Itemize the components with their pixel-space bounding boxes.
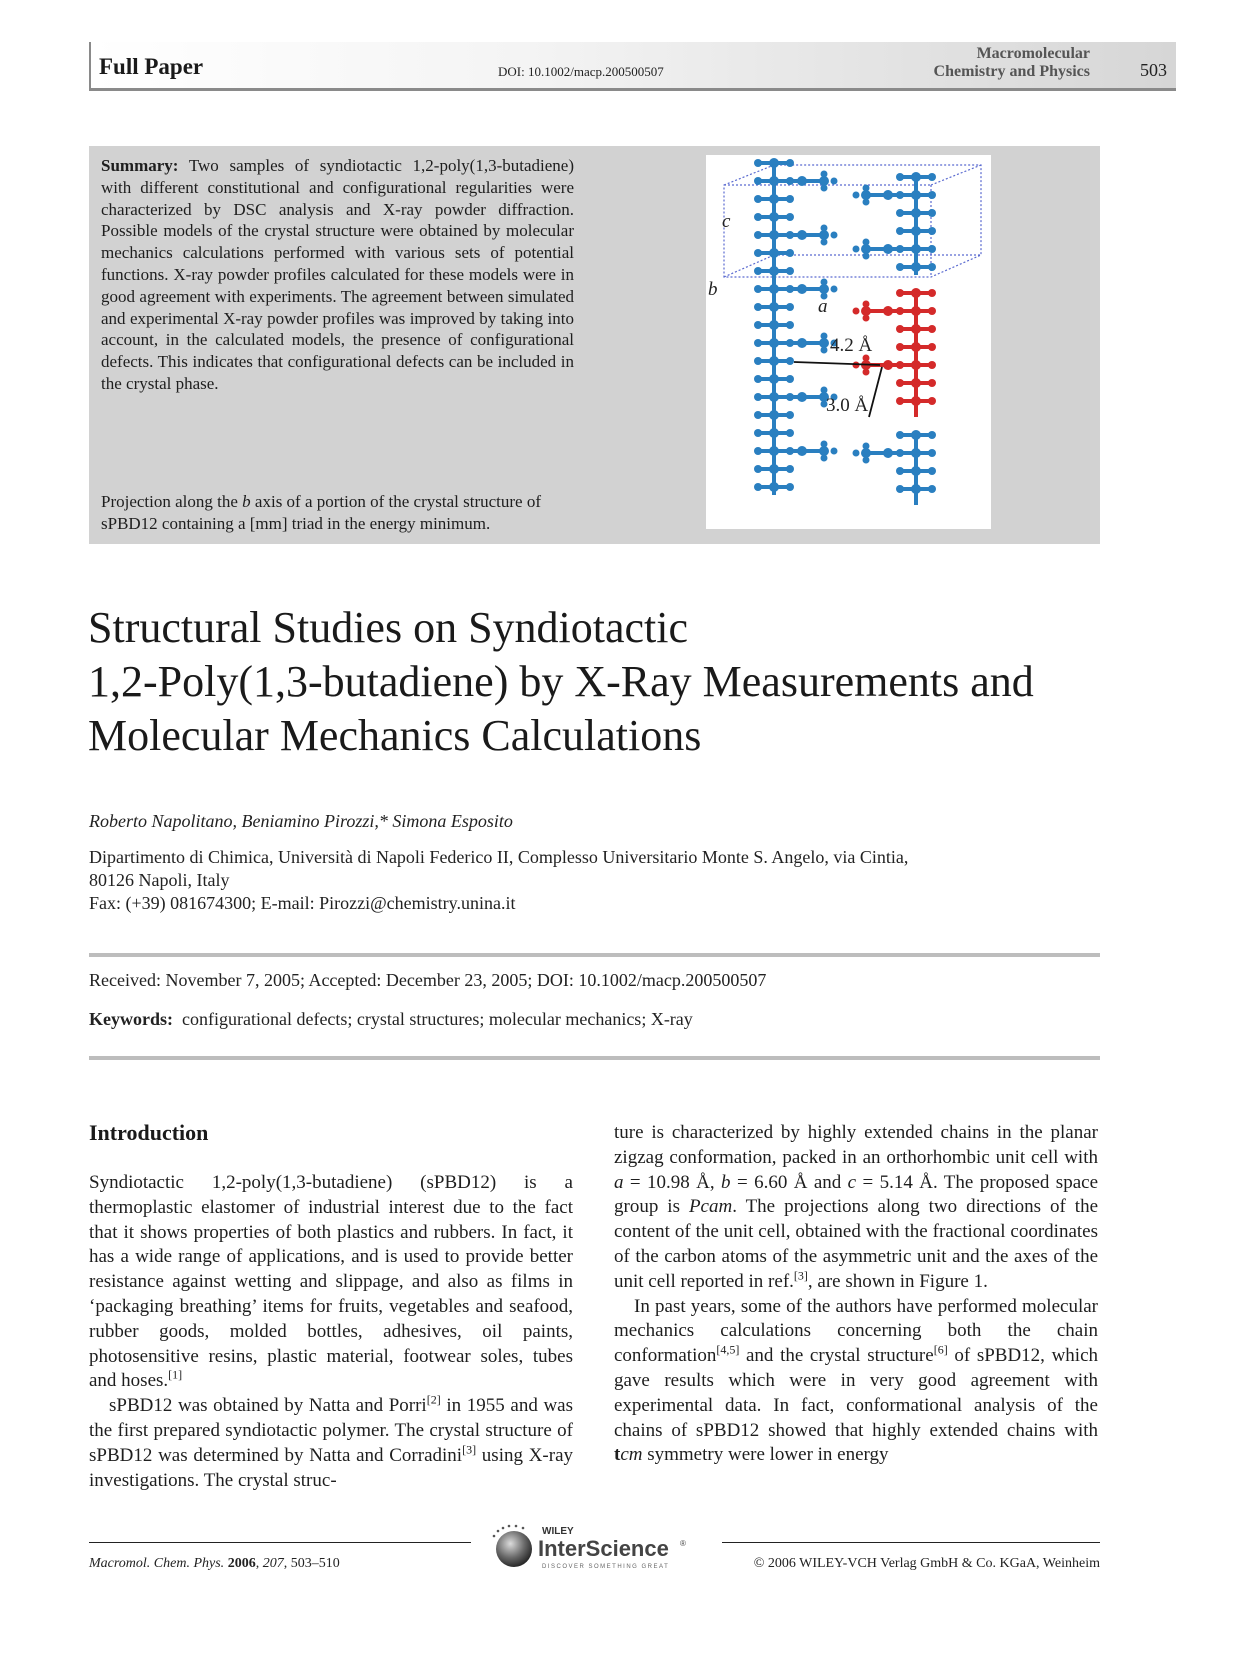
atom <box>911 208 921 218</box>
atom <box>911 262 921 272</box>
atom <box>863 199 870 206</box>
text-run: and the crystal structure <box>739 1345 934 1367</box>
atom <box>831 232 838 239</box>
space-group: Pcam <box>688 1196 733 1218</box>
atom <box>786 465 794 473</box>
citation-volume: 207 <box>262 1556 284 1571</box>
atom <box>896 227 904 235</box>
atom <box>821 333 828 340</box>
atom <box>821 387 828 394</box>
atom <box>911 342 921 352</box>
paragraph <box>614 1295 1098 1469</box>
atom <box>911 396 921 406</box>
atom <box>754 483 762 491</box>
paragraph <box>89 1171 573 1394</box>
atom <box>754 447 762 455</box>
text-run: = 10.98 Å, <box>623 1171 722 1193</box>
atom <box>863 301 870 308</box>
atom <box>786 375 794 383</box>
keywords <box>89 1009 693 1030</box>
atom <box>754 285 762 293</box>
atom <box>754 339 762 347</box>
atom <box>911 226 921 236</box>
atom <box>786 249 794 257</box>
journal-name-line2: Chemistry and Physics <box>933 63 1090 80</box>
atom <box>928 325 936 333</box>
summary-text <box>101 155 574 395</box>
atom <box>911 430 921 440</box>
atom <box>769 428 779 438</box>
atom <box>769 374 779 384</box>
footer-citation: Macromol. Chem. Phys. 2006, 207, 503–510 <box>89 1556 340 1571</box>
affiliation-line2: 80126 Napoli, Italy <box>89 870 230 890</box>
summary-body: Two samples of syndiotactic 1,2-poly(1,3-butadiene) with different constitutional and configurational regularities were characterized by DSC analysis and X-ray powder diffraction. Possible models of the crystal structure were obtained by molecular mechanics calculations performed with various sets of potential functions. X-ray powder profiles calculated for these models were in good agreement with experiments. The agreement between simulated and experimental X-ray powder profiles was improved by taking into account, in the calculated models, the presence of configurational defects. This indicates that configurational defects can be included in the crystal phase. <box>101 156 575 393</box>
math-var: a <box>614 1171 624 1193</box>
atom <box>883 448 893 458</box>
math-var: b <box>721 1171 731 1193</box>
keywords-list: configurational defects; crystal structures; molecular mechanics; X-ray <box>182 1009 693 1029</box>
atom <box>754 465 762 473</box>
atom <box>896 173 904 181</box>
atom <box>754 429 762 437</box>
journal-abbrev: Macromol. Chem. Phys. <box>89 1556 225 1571</box>
label-b: b <box>708 279 718 300</box>
atom <box>911 324 921 334</box>
atom <box>928 467 936 475</box>
atom <box>821 171 828 178</box>
atom <box>786 303 794 311</box>
paper-title-line1: Structural Studies on Syndiotactic <box>88 603 689 652</box>
atom <box>821 347 828 354</box>
citation-year: 2006 <box>227 1556 256 1571</box>
atom <box>911 288 921 298</box>
affiliation-line1: Dipartimento di Chimica, Università di Napoli Federico II, Complesso Universitario Monte S. Angelo, via Cintia, <box>89 847 909 867</box>
label-a: a <box>818 296 828 317</box>
polymer-chain-left <box>754 158 838 495</box>
atom <box>896 209 904 217</box>
atom <box>754 213 762 221</box>
atom <box>754 357 762 365</box>
label-distance-2: 3.0 Å <box>826 395 869 416</box>
label-c: c <box>722 211 731 232</box>
atom <box>754 231 762 239</box>
citation-ref: [6] <box>933 1342 948 1357</box>
atom <box>831 178 838 185</box>
atom <box>896 397 904 405</box>
atom <box>853 308 860 315</box>
page-number: 503 <box>1140 60 1167 80</box>
paragraph <box>89 1394 573 1493</box>
atom <box>821 455 828 462</box>
logo-svg <box>490 1522 695 1572</box>
atom <box>896 263 904 271</box>
text-run: = 6.60 Å and <box>730 1171 848 1193</box>
text-run: Syndiotactic 1,2-poly(1,3-butadiene) (sPBD12) is a thermoplastic elastomer of industrial interest due to the fact that it shows properties of both plastics and rubbers. In fact, it has a wide range of applications, and is used to provide better resistance against wetting and slippage, and also as films in ‘packaging breathing’ items for fruits, vegetables and seafood, rubber goods, molded bottles, adhesives, oil paints, photosensitive resins, plastic material, footwear soles, tubes and hoses. <box>89 1172 573 1392</box>
atom <box>896 379 904 387</box>
logo-registered: ® <box>680 1539 686 1548</box>
atom <box>821 239 828 246</box>
atom <box>754 321 762 329</box>
atom <box>797 338 807 348</box>
atom <box>754 303 762 311</box>
atom <box>863 369 870 376</box>
atom <box>863 253 870 260</box>
copyright: © 2006 WILEY-VCH Verlag GmbH & Co. KGaA, Weinheim <box>753 1556 1100 1571</box>
logo-interscience: InterScience <box>538 1536 669 1561</box>
paper-title <box>88 601 1118 763</box>
atom <box>754 177 762 185</box>
atom <box>853 246 860 253</box>
atom <box>821 441 828 448</box>
atom <box>754 375 762 383</box>
atom <box>769 320 779 330</box>
atom <box>786 429 794 437</box>
atom <box>769 158 779 168</box>
atom <box>853 450 860 457</box>
atom <box>928 289 936 297</box>
atom <box>786 483 794 491</box>
atom <box>928 397 936 405</box>
atom <box>911 484 921 494</box>
text-run: . The projections along two directions of the content of the unit cell, obtained with the fractional coordinates of the carbon atoms of the asymmetric unit and the axes of the unit cell reported in ref. <box>614 1196 1099 1292</box>
logo-tagline: DISCOVER SOMETHING GREAT <box>542 1564 670 1570</box>
atom <box>797 392 807 402</box>
atom <box>786 195 794 203</box>
atom <box>821 225 828 232</box>
citation-ref: [3] <box>462 1442 477 1457</box>
section-label: Full Paper <box>99 54 204 79</box>
logo-wiley: WILEY <box>542 1526 574 1537</box>
divider-top <box>89 953 1100 957</box>
text-run: ture is characterized by highly extended chains in the planar zigzag conformation, packed in an orthorhombic unit cell with <box>614 1122 1098 1168</box>
keywords-label: Keywords: <box>89 1009 173 1029</box>
body-column-right <box>614 1121 1098 1468</box>
atom <box>786 357 794 365</box>
text-run: symmetry were lower in energy <box>642 1444 889 1466</box>
figure-caption <box>101 491 581 535</box>
atom <box>786 267 794 275</box>
atom <box>754 393 762 401</box>
atom <box>754 195 762 203</box>
journal-name <box>880 45 1090 81</box>
atom <box>853 192 860 199</box>
affiliation-contact: Fax: (+39) 081674300; E-mail: Pirozzi@chemistry.unina.it <box>89 893 516 913</box>
atom <box>786 213 794 221</box>
text-run: = 5.14 Å. The proposed space group is <box>614 1171 1098 1218</box>
atom <box>797 176 807 186</box>
text-run: in 1955 and was the first prepared syndiotactic polymer. The crystal structure of sPBD12 was determined by Natta and Corradini <box>89 1395 573 1466</box>
atom <box>769 356 779 366</box>
affiliation <box>89 846 1039 915</box>
caption-part: Projection along the <box>101 492 243 511</box>
atom <box>928 245 936 253</box>
atom <box>883 360 893 370</box>
atom <box>896 467 904 475</box>
unit-cell-edge <box>931 165 981 185</box>
atom <box>797 284 807 294</box>
header-doi: DOI: 10.1002/macp.200500507 <box>498 64 664 79</box>
atom <box>769 248 779 258</box>
paragraph <box>614 1121 1098 1295</box>
label-distance-1: 4.2 Å <box>830 335 873 356</box>
atom <box>928 379 936 387</box>
atom <box>769 212 779 222</box>
crystal-structure-svg <box>706 155 991 529</box>
atom <box>911 378 921 388</box>
atom <box>786 159 794 167</box>
citation-pages: , 503–510 <box>283 1556 340 1571</box>
atom <box>883 306 893 316</box>
atom <box>928 431 936 439</box>
paper-title-line3: Molecular Mechanics Calculations <box>88 711 702 760</box>
atom <box>928 227 936 235</box>
summary-label: Summary: <box>101 156 179 175</box>
atom <box>928 209 936 217</box>
atom <box>754 267 762 275</box>
atom <box>769 410 779 420</box>
atom <box>896 431 904 439</box>
received-dates: Received: November 7, 2005; Accepted: December 23, 2005; DOI: 10.1002/macp.200500507 <box>89 970 767 990</box>
atom <box>928 191 936 199</box>
symmetry-symbol: cm <box>620 1444 643 1466</box>
section-heading-introduction: Introduction <box>89 1120 209 1145</box>
footer-rule-right <box>722 1542 1100 1543</box>
distance-line-2 <box>869 367 882 417</box>
atom <box>769 482 779 492</box>
atom <box>797 446 807 456</box>
citation-ref: [2] <box>426 1392 441 1407</box>
text-run: using X-ray investigations. The crystal struc- <box>89 1444 573 1491</box>
atom <box>786 321 794 329</box>
atom <box>769 464 779 474</box>
globe-icon <box>496 1531 532 1567</box>
atom <box>928 307 936 315</box>
atom <box>863 239 870 246</box>
text-run: , are shown in Figure 1. <box>807 1270 988 1292</box>
paper-title-line2: 1,2-Poly(1,3-butadiene) by X-Ray Measurements and <box>88 657 1034 706</box>
atom <box>928 485 936 493</box>
atom <box>928 361 936 369</box>
journal-name-line1: Macromolecular <box>976 45 1090 62</box>
atom <box>863 457 870 464</box>
citation-ref: [1] <box>168 1368 183 1383</box>
atom <box>769 266 779 276</box>
text-run: sPBD12 was obtained by Natta and Porri <box>109 1395 427 1417</box>
atom <box>754 411 762 419</box>
authors: Roberto Napolitano, Beniamino Pirozzi,* Simona Esposito <box>89 811 513 831</box>
math-var: c <box>847 1171 857 1193</box>
atom <box>786 411 794 419</box>
atom <box>896 289 904 297</box>
atom <box>928 343 936 351</box>
atom <box>928 449 936 457</box>
symmetry-symbol: t <box>614 1444 621 1466</box>
text-run: of sPBD12, which gave results which were in very good agreement with experimental data. In fact, conformational analysis of the chains of sPBD12 showed that highly extended chains with <box>614 1345 1098 1441</box>
atom <box>769 302 779 312</box>
atom <box>831 286 838 293</box>
atom <box>928 263 936 271</box>
text-run: In past years, some of the authors have performed molecular mechanics calculations concerning both the chain conformation <box>614 1295 1098 1367</box>
atom <box>863 443 870 450</box>
atom <box>911 172 921 182</box>
atom <box>883 190 893 200</box>
unit-cell-edge <box>724 255 774 277</box>
atom <box>821 185 828 192</box>
atom <box>863 315 870 322</box>
wiley-interscience-logo <box>490 1522 695 1572</box>
atom <box>896 325 904 333</box>
atom <box>797 230 807 240</box>
atom <box>863 185 870 192</box>
citation-ref: [4,5] <box>716 1342 740 1357</box>
atom <box>821 279 828 286</box>
divider-bottom <box>89 1056 1100 1060</box>
crystal-structure-figure <box>706 155 991 529</box>
atom <box>896 485 904 493</box>
atom <box>883 244 893 254</box>
atom <box>769 194 779 204</box>
citation-ref: [3] <box>793 1268 808 1283</box>
body-column-left <box>89 1171 573 1493</box>
atom <box>831 448 838 455</box>
caption-part: axis of a portion of the crystal structure of sPBD12 containing a [mm] triad in the energy minimum. <box>101 492 541 533</box>
atom <box>754 249 762 257</box>
caption-axis: b <box>242 492 251 511</box>
atom <box>928 173 936 181</box>
footer-rule-left <box>89 1542 471 1543</box>
atom <box>896 343 904 351</box>
atom <box>754 159 762 167</box>
atom <box>911 466 921 476</box>
